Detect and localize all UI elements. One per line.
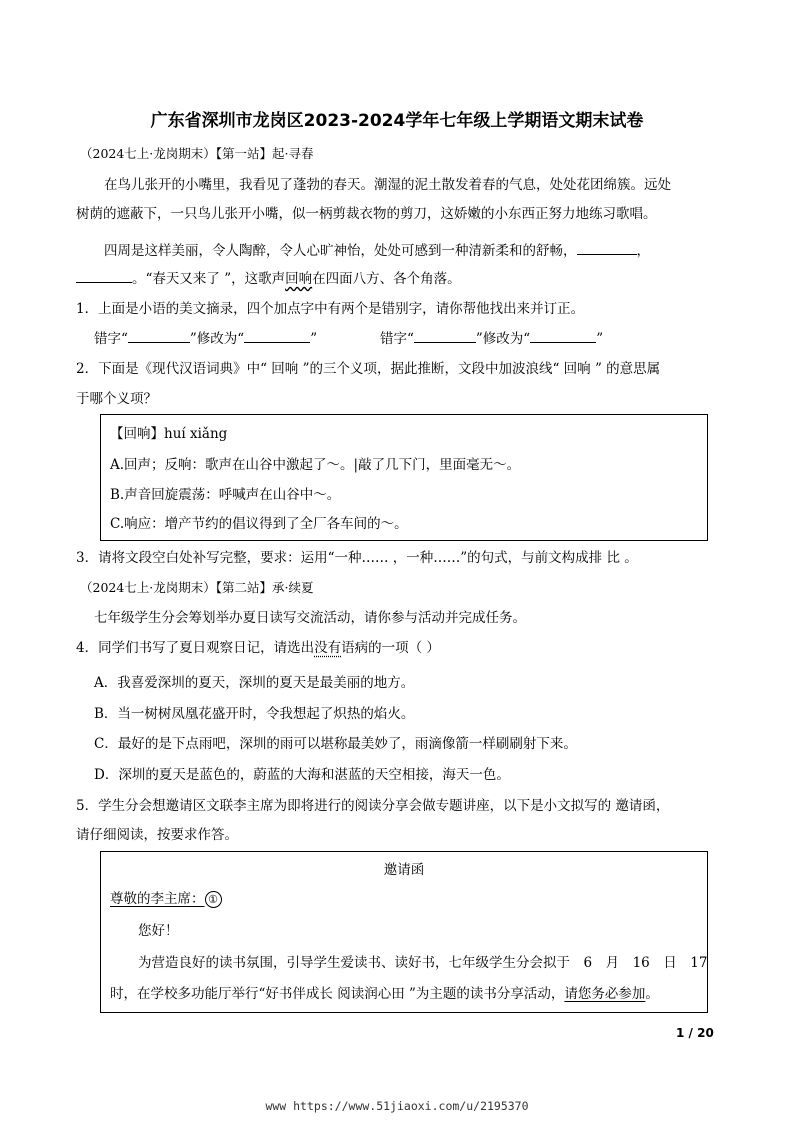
question-5: 5．学生分会想邀请区文联李主席为即将进行的阅读分享会做专题讲座，以下是小文拟写的 邀请函，	[76, 798, 670, 814]
letter-text: 时，在学校多功能厅举行“好书伴成长 阅读润心田 ”为主题的读书分享活动，	[110, 986, 565, 1002]
q1-label: 错字“	[380, 331, 414, 347]
q1-blank[interactable]	[128, 330, 190, 343]
q4-option-a: A．我喜爱深圳的夏天，深圳的夏天是最美丽的地方。	[94, 675, 415, 691]
letter-body-line	[110, 985, 659, 1003]
dictionary-option: C.响应：增产节约的倡议得到了全厂各车间的～。	[110, 516, 408, 532]
passage-line	[76, 270, 461, 288]
question-3: 3．请将文段空白处补写完整，要求：运用“一种…… ，一种……”的句式，与前文构成排 比 。	[76, 550, 638, 566]
salutation-text: 尊敬的李主席：	[110, 891, 205, 907]
section2-intro: 七年级学生分会筹划举办夏日读写交流活动，请你参与活动并完成任务。	[94, 610, 526, 626]
passage-line: 在鸟儿张开的小嘴里，我看见了蓬勃的春天。潮湿的泥土散发着春的气息，处处花团绵簇。远处	[104, 177, 671, 193]
letter-body-line: 为营造良好的读书氛围，引导学生爱读书、读好书，七年级学生分会拟于 6 月 16 日 17	[138, 955, 708, 971]
question-2: 2．下面是《现代汉语词典》中“ 回响 ”的三个义项，据此推断，文段中加波浪线“ 回响 ” 的意思属	[76, 361, 661, 377]
q1-answer-row	[380, 330, 603, 348]
dictionary-option: A.回声；反响：歌声在山谷中激起了～。|敲了几下门，里面毫无～。	[110, 457, 521, 473]
letter-greeting: 您好！	[138, 923, 179, 939]
q1-blank[interactable]	[414, 330, 476, 343]
q4-option-c: C．最好的是下点雨吧，深圳的雨可以堪称最美妙了，雨滴像箭一样刷刷射下来。	[94, 736, 577, 752]
q4-text: 语病的一项（ ）	[341, 640, 440, 656]
page-number: 1 / 20	[676, 1026, 714, 1040]
q1-blank[interactable]	[530, 330, 596, 343]
dictionary-option: B.声音回旋震荡：呼喊声在山谷中～。	[110, 487, 341, 503]
fill-blank-1[interactable]	[577, 242, 637, 255]
passage-text: ，	[636, 243, 650, 259]
q1-label: 错字“	[94, 331, 128, 347]
question-2: 于哪个义项？	[76, 391, 157, 407]
footer-url[interactable]: www https://www.51jiaoxi.com/u/2195370	[265, 1099, 529, 1113]
q4-option-d: D．深圳的夏天是蓝色的，蔚蓝的大海和湛蓝的天空相接，海天一色。	[94, 767, 510, 783]
section1-source: （2024七上·龙岗期末）【第一站】起·寻春	[80, 146, 314, 161]
exam-title: 广东省深圳市龙岗区2023-2024学年七年级上学期语文期末试卷	[150, 111, 644, 131]
q1-label: ”	[596, 331, 604, 347]
passage-line	[104, 242, 650, 260]
passage-text: 。“春天又来了 ”，这歌声	[132, 271, 286, 287]
question-5: 请仔细阅读，按要求作答。	[76, 827, 238, 843]
passage-text: 四周是这样美丽，令人陶醉，令人心旷神怡，处处可感到一种清新柔和的舒畅，	[104, 243, 577, 259]
letter-title: 邀请函	[383, 862, 425, 878]
q4-text: 4．同学们书写了夏日观察日记，请选出	[76, 640, 315, 656]
dotted-emphasis: 没有	[314, 640, 342, 656]
wavy-word: 回响	[285, 271, 313, 287]
passage-line: 树荫的遮蔽下，一只鸟儿张开小嘴，似一柄剪裁衣物的剪刀，这娇嫩的小东西正努力地练习歌唱。	[76, 206, 657, 222]
underlined-sentence: 请您务必参加	[564, 986, 646, 1002]
q1-label: ”	[310, 331, 318, 347]
letter-salutation	[110, 890, 222, 908]
dictionary-headword: 【回响】huí xiǎng	[110, 426, 228, 442]
q1-label: ”修改为“	[189, 331, 245, 347]
question-4	[76, 639, 440, 657]
q1-label: ”修改为“	[475, 331, 531, 347]
fill-blank-2[interactable]	[76, 270, 132, 283]
q1-blank[interactable]	[244, 330, 310, 343]
circled-number-1: ①	[205, 891, 222, 908]
q4-option-b: B．当一树树凤凰花盛开时，令我想起了炽热的焰火。	[94, 706, 415, 722]
letter-text: 。	[645, 986, 659, 1002]
question-1: 1．上面是小语的美文摘录，四个加点字中有两个是错别字，请你帮他找出来并订正。	[76, 301, 585, 317]
section2-source: （2024七上·龙岗期末）【第二站】承·续夏	[80, 580, 314, 595]
q1-answer-row	[94, 330, 317, 348]
passage-text: 在四面八方、各个角落。	[312, 271, 461, 287]
